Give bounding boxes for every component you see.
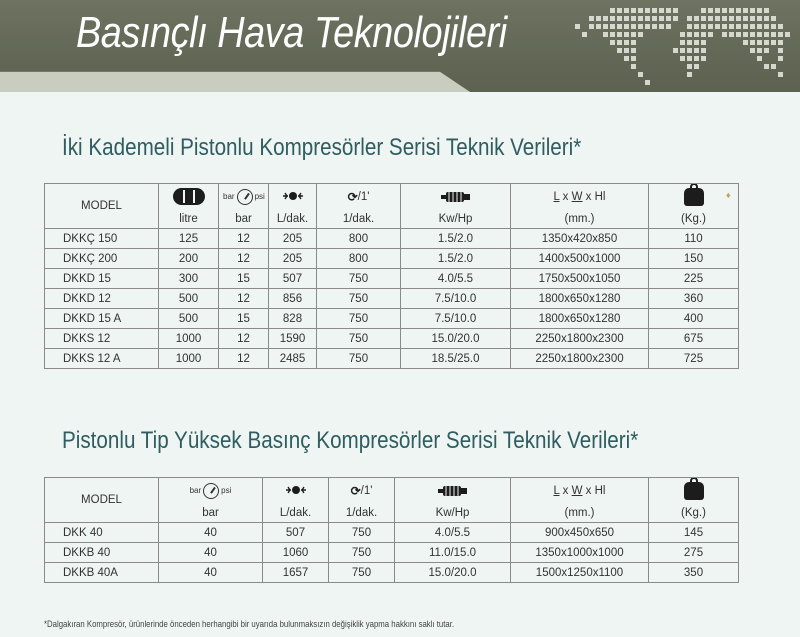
weight-header — [649, 478, 739, 504]
table-row — [45, 543, 739, 563]
value-cell: 1590 — [269, 329, 317, 349]
pressure-gauge-icon — [237, 189, 253, 205]
unit-cell: (mm.) — [511, 209, 649, 229]
unit-cell: bar — [219, 209, 269, 229]
weight-header — [649, 184, 739, 210]
value-cell: 205 — [269, 249, 317, 269]
value-cell: 4.0/5.5 — [401, 269, 511, 289]
value-cell: 1.5/2.0 — [401, 229, 511, 249]
value-cell: 1000 — [159, 349, 219, 369]
table-row — [45, 563, 739, 583]
model-header: MODEL — [45, 478, 159, 523]
gauge-bar-label: bar — [189, 486, 202, 495]
motor-icon — [437, 484, 469, 498]
unit-cell: (Kg.) — [649, 209, 739, 229]
unit-cell: L/dak. — [269, 209, 317, 229]
model-cell: DKKD 15 — [45, 269, 159, 289]
model-cell: DKKS 12 — [45, 329, 159, 349]
gauge-bar-label: bar — [223, 192, 235, 201]
pressure-gauge-icon — [203, 483, 219, 499]
value-cell: 750 — [329, 543, 395, 563]
value-cell: 750 — [329, 563, 395, 583]
rpm-header — [329, 478, 395, 504]
value-cell: 18.5/25.0 — [401, 349, 511, 369]
gauge-psi-label: psi — [221, 486, 232, 495]
value-cell: 15 — [219, 309, 269, 329]
table-icon-row — [45, 478, 739, 504]
page-title: Basınçlı Hava Teknolojileri — [76, 8, 507, 57]
value-cell: 800 — [317, 229, 401, 249]
rpm-icon: ⟳ — [350, 483, 361, 498]
value-cell: 507 — [263, 523, 329, 543]
section-title-two-stage: İki Kademeli Pistonlu Kompresörler Serisi Teknik Verileri* — [62, 134, 582, 161]
dimensions-header — [511, 184, 649, 210]
table-row — [45, 249, 739, 269]
value-cell: 110 — [649, 229, 739, 249]
unit-cell: L/dak. — [263, 503, 329, 523]
spec-table-high-pressure — [44, 477, 739, 583]
value-cell: 1750x500x1050 — [511, 269, 649, 289]
unit-cell: 1/dak. — [317, 209, 401, 229]
value-cell: 800 — [317, 249, 401, 269]
dim-l: L — [553, 484, 560, 497]
dim-l: L — [553, 190, 560, 203]
value-cell: 225 — [649, 269, 739, 289]
weight-icon — [684, 188, 704, 206]
value-cell: 1000 — [159, 329, 219, 349]
unit-cell: Kw/Hp — [395, 503, 511, 523]
unit-cell: bar — [159, 503, 263, 523]
dimensions-header — [511, 478, 649, 504]
dim-x1: x — [559, 190, 572, 203]
value-cell: 11.0/15.0 — [395, 543, 511, 563]
table-row — [45, 309, 739, 329]
model-cell: DKKD 15 A — [45, 309, 159, 329]
air-flow-icon — [285, 484, 307, 496]
model-cell: DKKB 40 — [45, 543, 159, 563]
value-cell: 675 — [649, 329, 739, 349]
value-cell: 750 — [317, 269, 401, 289]
rpm-header — [317, 184, 401, 210]
air-flow-icon — [282, 190, 304, 202]
mark-icon: ♦ — [726, 190, 731, 200]
value-cell: 360 — [649, 289, 739, 309]
tank-header — [159, 184, 219, 210]
value-cell: 15.0/20.0 — [401, 329, 511, 349]
pressure-header — [159, 478, 263, 504]
flow-header — [263, 478, 329, 504]
value-cell: 1400x500x1000 — [511, 249, 649, 269]
dim-x2: x — [582, 190, 595, 203]
value-cell: 200 — [159, 249, 219, 269]
value-cell: 500 — [159, 309, 219, 329]
table-row — [45, 329, 739, 349]
value-cell: 350 — [649, 563, 739, 583]
value-cell: 750 — [317, 349, 401, 369]
value-cell: 12 — [219, 229, 269, 249]
value-cell: 7.5/10.0 — [401, 289, 511, 309]
value-cell: 1500x1250x1100 — [511, 563, 649, 583]
value-cell: 15.0/20.0 — [395, 563, 511, 583]
model-cell: DKKS 12 A — [45, 349, 159, 369]
value-cell: 1350x420x850 — [511, 229, 649, 249]
value-cell: 12 — [219, 289, 269, 309]
value-cell: 40 — [159, 563, 263, 583]
pressure-header — [219, 184, 269, 210]
value-cell: 12 — [219, 329, 269, 349]
value-cell: 750 — [329, 523, 395, 543]
value-cell: 12 — [219, 349, 269, 369]
unit-cell: (mm.) — [511, 503, 649, 523]
table-row — [45, 229, 739, 249]
value-cell: 507 — [269, 269, 317, 289]
model-cell: DKKB 40A — [45, 563, 159, 583]
pressure-gauge — [190, 483, 232, 499]
model-header: MODEL — [45, 184, 159, 229]
motor-header — [401, 184, 511, 210]
value-cell: 2250x1800x2300 — [511, 349, 649, 369]
value-cell: 40 — [159, 543, 263, 563]
unit-cell: (Kg.) — [649, 503, 739, 523]
value-cell: 145 — [649, 523, 739, 543]
motor-icon — [440, 190, 472, 204]
value-cell: 150 — [649, 249, 739, 269]
value-cell: 1800x650x1280 — [511, 289, 649, 309]
tank-icon — [173, 188, 205, 205]
value-cell: 1350x1000x1000 — [511, 543, 649, 563]
model-cell: DKKD 12 — [45, 289, 159, 309]
footnote: *Dalgakıran Kompresör, ürünlerinde önceden herhangibi bir uyarıda bulunmaksızın değişiklik yapma hakkını saklı tutar. — [44, 619, 455, 630]
value-cell: 1800x650x1280 — [511, 309, 649, 329]
value-cell: 750 — [317, 329, 401, 349]
rpm-label: /1' — [357, 190, 370, 203]
weight-icon — [684, 482, 704, 500]
table-row — [45, 523, 739, 543]
value-cell: 750 — [317, 309, 401, 329]
value-cell: 2250x1800x2300 — [511, 329, 649, 349]
value-cell: 15 — [219, 269, 269, 289]
value-cell: 125 — [159, 229, 219, 249]
value-cell: 4.0/5.5 — [395, 523, 511, 543]
pressure-gauge — [223, 189, 265, 205]
table-row — [45, 289, 739, 309]
value-cell: 750 — [317, 289, 401, 309]
unit-cell: Kw/Hp — [401, 209, 511, 229]
value-cell: 300 — [159, 269, 219, 289]
dim-w: W — [571, 484, 583, 497]
value-cell: 828 — [269, 309, 317, 329]
value-cell: 900x450x650 — [511, 523, 649, 543]
value-cell: 7.5/10.0 — [401, 309, 511, 329]
section-title-high-pressure: Pistonlu Tip Yüksek Basınç Kompresörler Serisi Teknik Verileri* — [62, 427, 639, 454]
world-map-icon — [568, 4, 788, 88]
value-cell: 275 — [649, 543, 739, 563]
rpm-label: /1' — [360, 484, 373, 497]
unit-cell: litre — [159, 209, 219, 229]
dim-h: Hl — [594, 190, 606, 203]
unit-cell: 1/dak. — [329, 503, 395, 523]
value-cell: 40 — [159, 523, 263, 543]
dim-x2: x — [582, 484, 595, 497]
model-cell: DKKÇ 150 — [45, 229, 159, 249]
header-banner — [0, 0, 800, 92]
value-cell: 725 — [649, 349, 739, 369]
motor-header — [395, 478, 511, 504]
model-cell: DKK 40 — [45, 523, 159, 543]
value-cell: 2485 — [269, 349, 317, 369]
value-cell: 205 — [269, 229, 317, 249]
rpm-icon: ⟳ — [347, 189, 358, 204]
value-cell: 1060 — [263, 543, 329, 563]
table-row — [45, 349, 739, 369]
value-cell: 12 — [219, 249, 269, 269]
dim-x1: x — [559, 484, 572, 497]
table-icon-row — [45, 184, 739, 210]
gauge-psi-label: psi — [254, 192, 265, 201]
model-cell: DKKÇ 200 — [45, 249, 159, 269]
value-cell: 1.5/2.0 — [401, 249, 511, 269]
value-cell: 400 — [649, 309, 739, 329]
table-row — [45, 269, 739, 289]
flow-header — [269, 184, 317, 210]
dim-w: W — [571, 190, 583, 203]
value-cell: 856 — [269, 289, 317, 309]
value-cell: 1657 — [263, 563, 329, 583]
dim-h: Hl — [594, 484, 606, 497]
spec-table-two-stage — [44, 183, 739, 369]
value-cell: 500 — [159, 289, 219, 309]
